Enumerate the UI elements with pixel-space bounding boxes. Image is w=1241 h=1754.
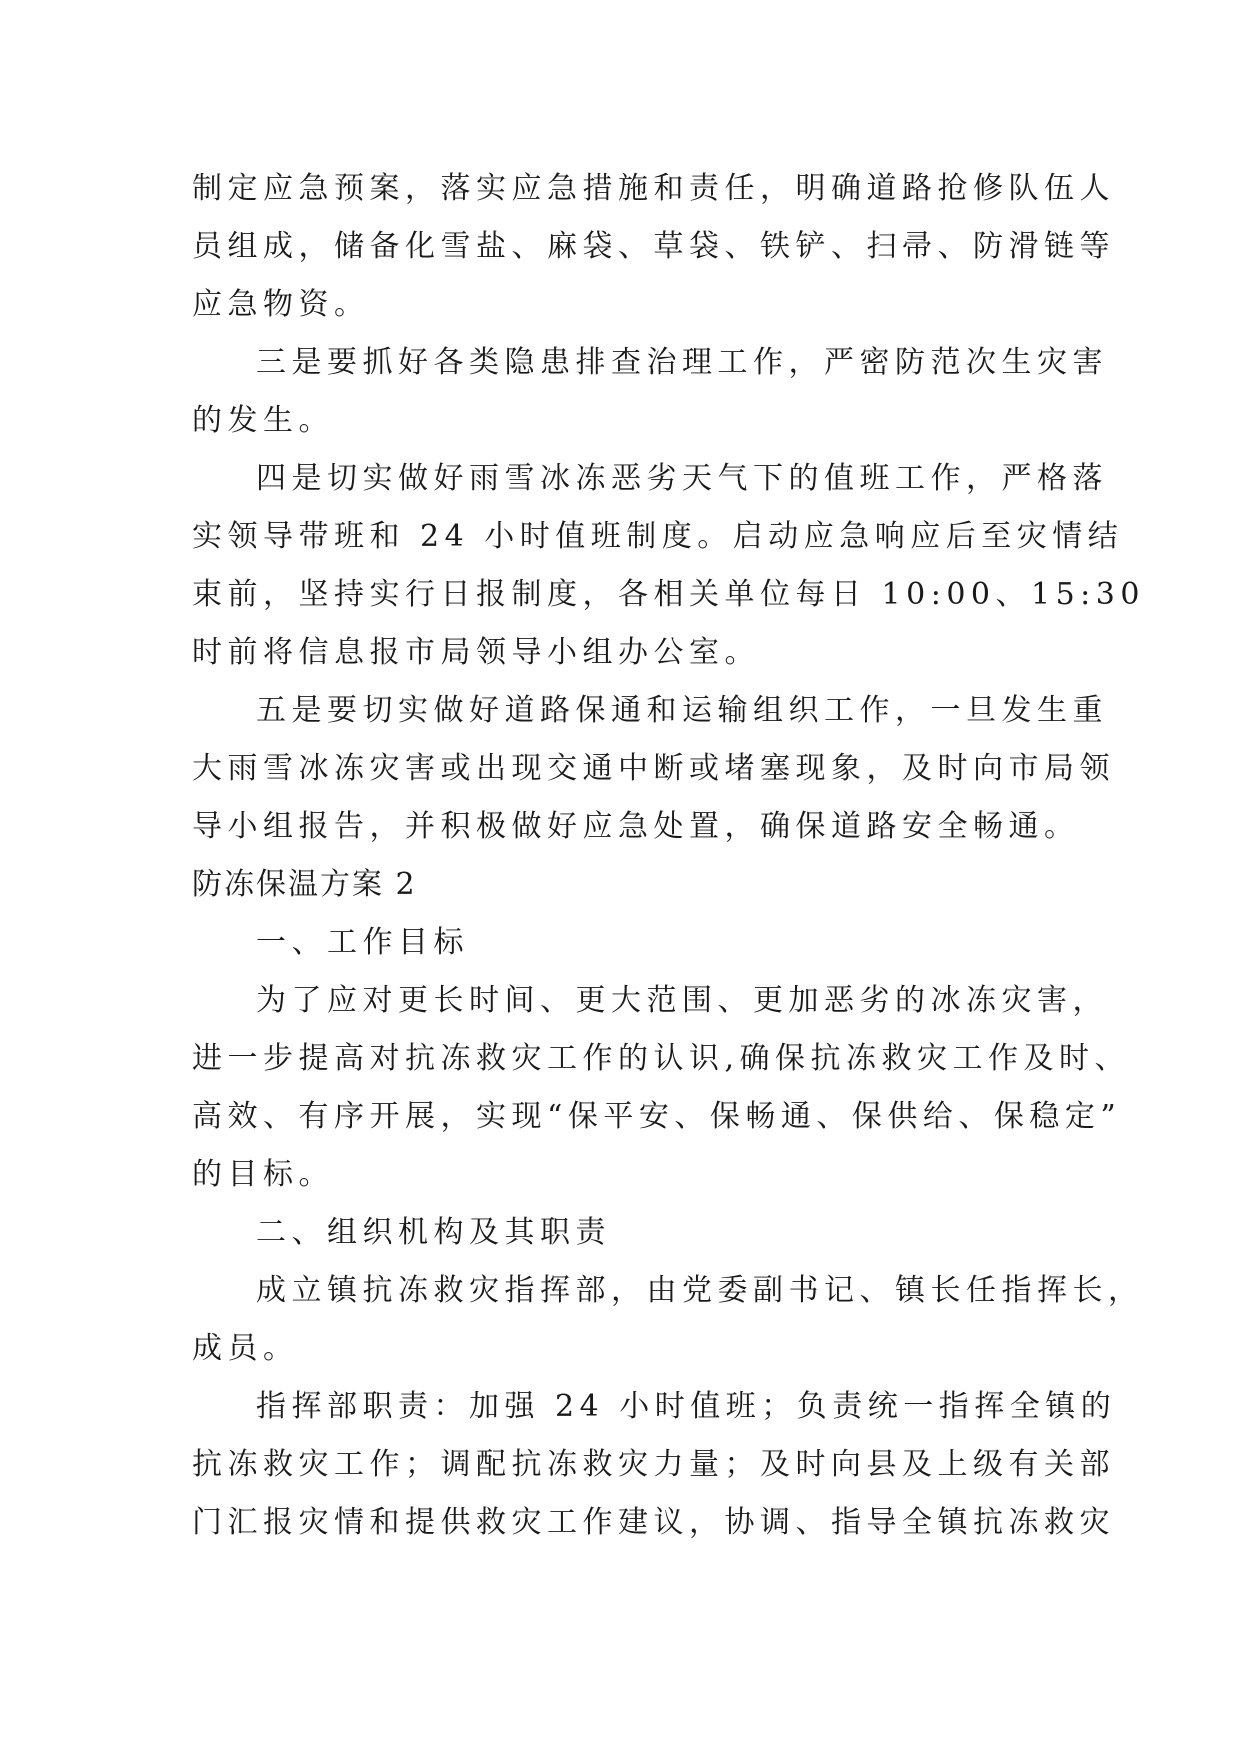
paragraph-start-line: 四是切实做好雨雪冰冻恶劣天气下的值班工作，严格落 bbox=[256, 461, 1108, 496]
paragraph-start-line: 指挥部职责：加强 24 小时值班；负责统一指挥全镇的 bbox=[256, 1389, 1117, 1424]
text-line: 制定应急预案，落实应急措施和责任，明确道路抢修队伍人 bbox=[192, 171, 1115, 206]
text-line: 门汇报灾情和提供救灾工作建议，协调、指导全镇抗冻救灾 bbox=[192, 1505, 1115, 1540]
document-body bbox=[192, 160, 1145, 1552]
text-line: 的目标。 bbox=[192, 1157, 334, 1192]
text-line: 高效、有序开展，实现“保平安、保畅通、保供给、保稳定” bbox=[192, 1099, 1122, 1134]
text-line: 员组成，储备化雪盐、麻袋、草袋、铁铲、扫帚、防滑链等 bbox=[192, 229, 1115, 264]
subheading: 二、组织机构及其职责 bbox=[256, 1215, 611, 1250]
paragraph-start-line: 为了应对更长时间、更大范围、更加恶劣的冰冻灾害， bbox=[256, 983, 1108, 1018]
paragraph-start-line: 五是要切实做好道路保通和运输组织工作，一旦发生重 bbox=[256, 693, 1108, 728]
text-line: 时前将信息报市局领导小组办公室。 bbox=[192, 635, 760, 670]
paragraph-start-line: 成立镇抗冻救灾指挥部，由党委副书记、镇长任指挥长， bbox=[256, 1273, 1144, 1308]
paragraph-start-line: 三是要抓好各类隐患排查治理工作，严密防范次生灾害 bbox=[256, 345, 1108, 380]
text-line: 成员。 bbox=[192, 1331, 299, 1366]
text-line: 导小组报告，并积极做好应急处置，确保道路安全畅通。 bbox=[192, 809, 1080, 844]
text-line: 束前，坚持实行日报制度，各相关单位每日 10:00、15:30 bbox=[192, 577, 1145, 612]
text-line: 的发生。 bbox=[192, 403, 334, 438]
section-title: 防冻保温方案 2 bbox=[192, 867, 417, 902]
text-line: 应急物资。 bbox=[192, 287, 370, 322]
text-line: 进一步提高对抗冻救灾工作的认识,确保抗冻救灾工作及时、 bbox=[192, 1041, 1131, 1076]
text-line: 实领导带班和 24 小时值班制度。启动应急响应后至灾情结 bbox=[192, 519, 1124, 554]
text-line: 抗冻救灾工作；调配抗冻救灾力量；及时向县及上级有关部 bbox=[192, 1447, 1115, 1482]
text-line: 大雨雪冰冻灾害或出现交通中断或堵塞现象，及时向市局领 bbox=[192, 751, 1115, 786]
subheading: 一、工作目标 bbox=[256, 925, 469, 960]
